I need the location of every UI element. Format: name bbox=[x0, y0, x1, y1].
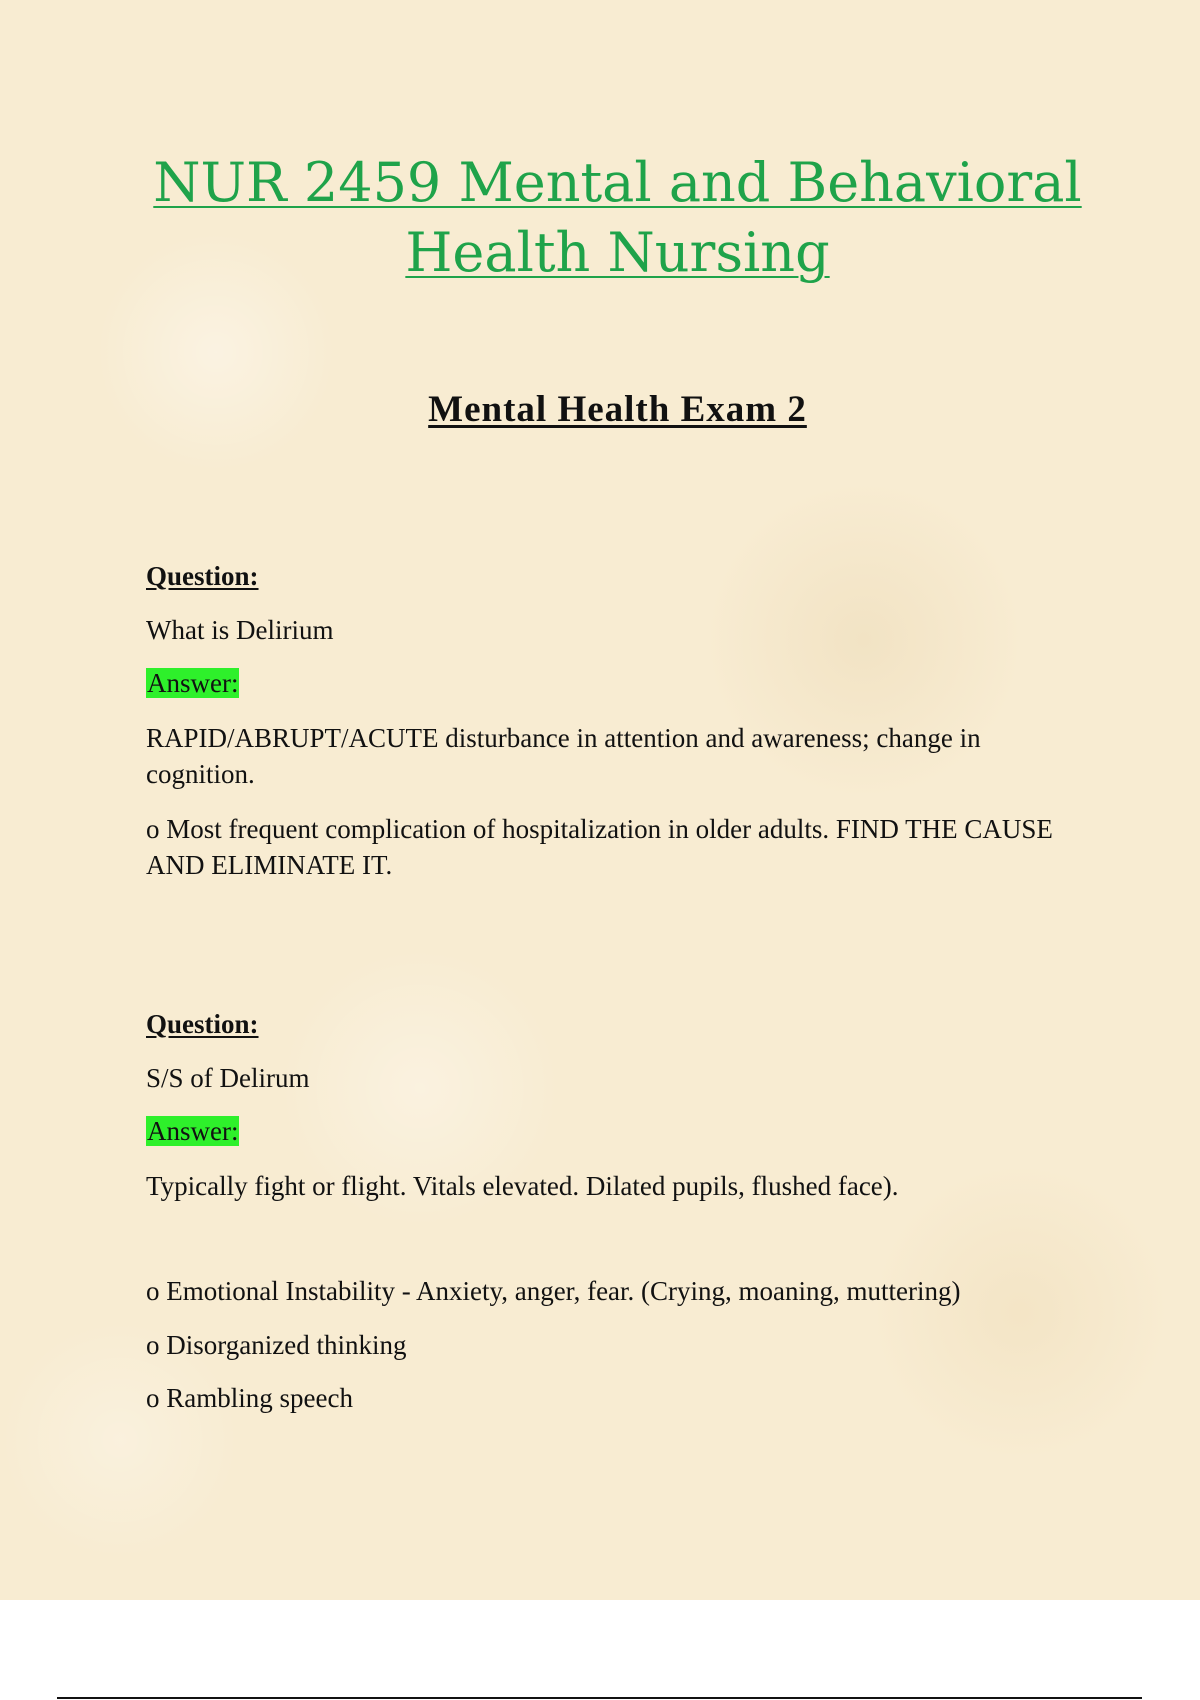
question-text-2: S/S of Delirum bbox=[146, 1063, 310, 1093]
question-label-text: Question: bbox=[146, 561, 259, 591]
answer-label-highlight: Answer: bbox=[147, 668, 239, 698]
question-text-1: What is Delirium bbox=[146, 615, 334, 645]
answer-label-2 bbox=[146, 1113, 1086, 1149]
document-title: NUR 2459 Mental and Behavioral Health Nursing bbox=[153, 151, 1082, 284]
answer-line-2-4: o Rambling speech bbox=[146, 1383, 353, 1413]
footer-rule bbox=[57, 1697, 1142, 1699]
answer-line-2-3: o Disorganized thinking bbox=[146, 1330, 407, 1360]
question-label-text: Question: bbox=[146, 1009, 259, 1039]
answer-label-highlight: Answer: bbox=[147, 1116, 239, 1146]
question-label-2 bbox=[146, 1006, 1086, 1042]
answer-line-1-2: o Most frequent complication of hospitalization in older adults. FIND THE CAUSE AND ELIMINATE IT. bbox=[146, 814, 1053, 880]
answer-label-1 bbox=[146, 665, 1086, 701]
answer-line-2-2: o Emotional Instability - Anxiety, anger, fear. (Crying, moaning, muttering) bbox=[146, 1276, 961, 1306]
question-label-1 bbox=[146, 558, 1086, 594]
answer-line-2-1: Typically fight or flight. Vitals elevated. Dilated pupils, flushed face). bbox=[146, 1171, 899, 1201]
document-subtitle: Mental Health Exam 2 bbox=[428, 389, 807, 430]
answer-line-1-1: RAPID/ABRUPT/ACUTE disturbance in attention and awareness; change in cognition. bbox=[146, 723, 981, 789]
